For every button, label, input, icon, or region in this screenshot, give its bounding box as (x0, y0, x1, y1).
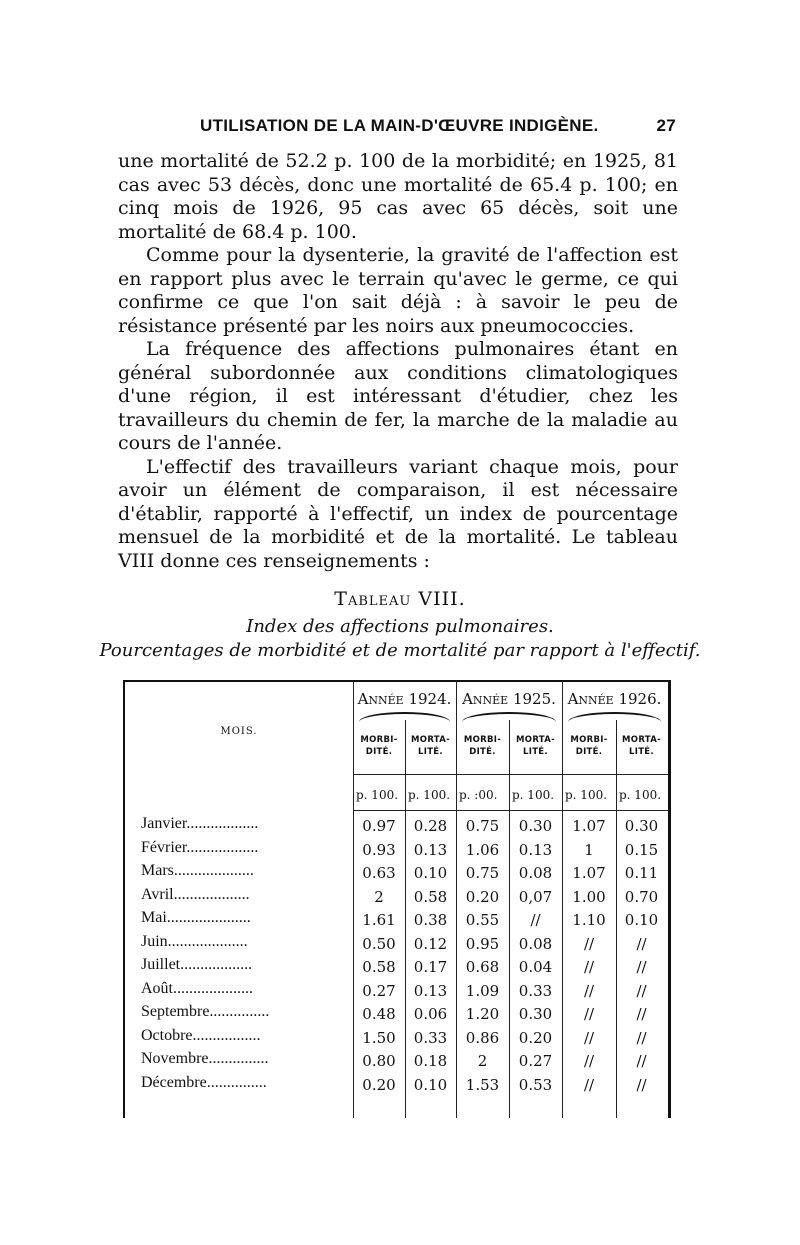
table-cell: 0.13 (413, 840, 448, 859)
table-cell: 0.80 (362, 1052, 396, 1070)
unit-label: p. :00. (459, 788, 498, 802)
data-table (123, 680, 671, 1118)
month-label: Août.................... (141, 979, 253, 997)
table-cell: 0.33 (518, 981, 553, 1000)
year-header: Année 1926. (567, 690, 662, 708)
year-brace (568, 712, 661, 722)
paragraph: une mortalité de 52.2 p. 100 de la morbidité; en 1925, 81 cas avec 53 décès, donc une mortalité de 65.4 p. 100; en cinq mois de 1926, 95 cas avec 65 décès, soit une mortalité de 68.4 p. 100. (118, 150, 678, 243)
month-label: Mars.................... (141, 862, 254, 879)
year-header: Année 1925. (462, 690, 556, 708)
table-cell: // (583, 958, 595, 976)
table-cell: 0.38 (413, 911, 448, 929)
table-cell: // (583, 1075, 595, 1094)
table-cell: 1 (584, 840, 594, 859)
table-cell: 0.06 (413, 1005, 448, 1023)
table-rule-header (353, 774, 668, 775)
table-cell: 0.30 (518, 1005, 553, 1023)
table-cell: 0.08 (518, 864, 553, 882)
month-label: Septembre............... (141, 1003, 270, 1020)
table-cell: 0.63 (362, 864, 396, 882)
table-title: Tableau VIII. (334, 588, 466, 610)
unit-label: p. 100. (512, 788, 555, 802)
month-label: Juillet.................. (141, 956, 253, 973)
table-subtitle: Index des affections pulmonaires. (246, 616, 554, 637)
year-brace (462, 712, 556, 722)
table-cell: // (636, 958, 647, 976)
table-cell: 0.53 (518, 1075, 553, 1094)
table-cell: 0.75 (465, 864, 500, 882)
table-cell: 0.13 (518, 840, 553, 859)
table-cell: 1.50 (362, 1028, 396, 1047)
column-header: MORBI- DITÉ. (463, 735, 502, 757)
table-cell: 0.11 (624, 864, 659, 882)
table-cell: 0.55 (465, 911, 500, 929)
month-label: Novembre............... (141, 1050, 269, 1067)
table-cell: 1.06 (465, 840, 500, 859)
unit-label: p. 100. (408, 788, 451, 802)
table-cell: // (636, 981, 647, 1000)
table-cell: 0.86 (465, 1028, 500, 1047)
table-cell: 0.10 (413, 1075, 448, 1094)
table-cell: 0.20 (518, 1028, 553, 1047)
table-cell: 0.50 (362, 934, 396, 953)
page-number: 27 (656, 116, 676, 135)
table-cell: 0.13 (413, 981, 448, 1000)
column-header: MORTA- LITÉ. (622, 735, 661, 757)
table-cell: // (583, 981, 595, 1000)
table-cell: 0.20 (465, 887, 500, 906)
month-label: Octobre................. (141, 1026, 261, 1044)
table-cell: 1.53 (465, 1075, 500, 1094)
table-cell: 0.75 (465, 817, 500, 835)
table-cell: 1.09 (465, 981, 500, 1000)
table-subtitle-2: Pourcentages de morbidité et de mortalité par rapport à l'effectif. (99, 640, 701, 661)
table-cell: // (636, 1075, 647, 1094)
table-cell: 2 (374, 887, 384, 906)
paragraph: Comme pour la dysenterie, la gravité de l'affection est en rapport plus avec le terrain qu'avec le germe, ce qui confirme ce que l'on sait déjà : à savoir le peu de résistance présenté par les noirs aux pneumococcies. (118, 244, 678, 337)
table-cell: 0.27 (362, 981, 396, 1000)
table-cell: 0.95 (465, 934, 500, 953)
table-cell: // (583, 934, 595, 953)
table-cell: 0.08 (518, 934, 553, 953)
column-header: MORBI- DITÉ. (360, 735, 398, 757)
table-cell: 1.07 (572, 817, 606, 835)
unit-label: p. 100. (565, 788, 608, 802)
table-cell: 0.15 (624, 840, 659, 859)
table-cell: 0.70 (624, 887, 659, 906)
month-label: Juin.................... (141, 932, 248, 950)
table-cell: // (636, 1028, 647, 1047)
table-cell: 1.00 (572, 887, 606, 906)
table-cell: 0.68 (465, 958, 500, 976)
running-title: UTILISATION DE LA MAIN-D'ŒUVRE INDIGÈNE. (200, 116, 599, 135)
paragraph: L'effectif des travailleurs variant chaque mois, pour avoir un élément de comparaison, il est nécessaire d'établir, rapporté à l'effectif, un index de pourcentage mensuel de la morbidité et de la mortalité. Le tableau VIII donne ces renseignements : (118, 455, 678, 572)
table-cell: 0.58 (413, 887, 448, 906)
table-cell: 0.18 (413, 1052, 448, 1070)
table-cell: 0.12 (413, 934, 448, 953)
month-label: Avril................... (141, 885, 250, 903)
month-label: Décembre............... (141, 1073, 267, 1091)
column-header: MORTA- LITÉ. (411, 735, 450, 757)
table-cell: 1.07 (572, 864, 606, 882)
table-cell: // (636, 1052, 647, 1070)
table-cell: 0.97 (362, 817, 396, 835)
table-cell: 1.20 (465, 1005, 500, 1023)
table-cell: 0.58 (362, 958, 396, 976)
months-column-header: MOIS. (220, 726, 258, 737)
table-cell: 1.10 (572, 911, 606, 929)
column-header: MORTA- LITÉ. (516, 735, 555, 757)
table-cell: // (583, 1005, 595, 1023)
table-cell: 2 (477, 1052, 488, 1070)
month-label: Mai..................... (141, 909, 251, 926)
year-header: Année 1924. (357, 690, 452, 708)
table-cell: 0.10 (413, 864, 448, 882)
table-rule-units (353, 810, 668, 811)
table-cell: 0.04 (518, 958, 553, 976)
table-cell: 0.17 (413, 958, 448, 976)
month-label: Février.................. (141, 838, 259, 856)
unit-label: p. 100. (619, 788, 662, 802)
table-cell: 1.61 (362, 911, 396, 929)
column-header: MORBI- DITÉ. (570, 735, 608, 757)
table-cell: // (636, 934, 647, 953)
table-cell: 0,07 (518, 887, 553, 906)
table-cell: 0.30 (624, 817, 659, 835)
month-label: Janvier.................. (141, 815, 259, 832)
table-cell: 0.20 (362, 1075, 396, 1094)
table-cell: 0.33 (413, 1028, 448, 1047)
body-text (118, 150, 678, 573)
table-cell: // (636, 1005, 647, 1023)
running-header (200, 116, 676, 136)
table-cell: 0.28 (413, 817, 448, 835)
table-cell: // (583, 1028, 595, 1047)
table-cell: 0.93 (362, 840, 396, 859)
year-brace (359, 712, 450, 722)
paragraph: La fréquence des affections pulmonaires étant en général subordonnée aux conditions climatologiques d'une région, il est intéressant d'étudier, chez les travailleurs du chemin de fer, la marche de la maladie au cours de l'année. (118, 338, 678, 454)
table-cell: 0.48 (362, 1005, 396, 1023)
table-cell: // (583, 1052, 595, 1070)
table-cell: 0.10 (624, 911, 659, 929)
unit-label: p. 100. (356, 788, 399, 802)
table-cell: 0.30 (518, 817, 553, 835)
table-cell: // (530, 911, 541, 929)
table-cell: 0.27 (518, 1052, 553, 1070)
